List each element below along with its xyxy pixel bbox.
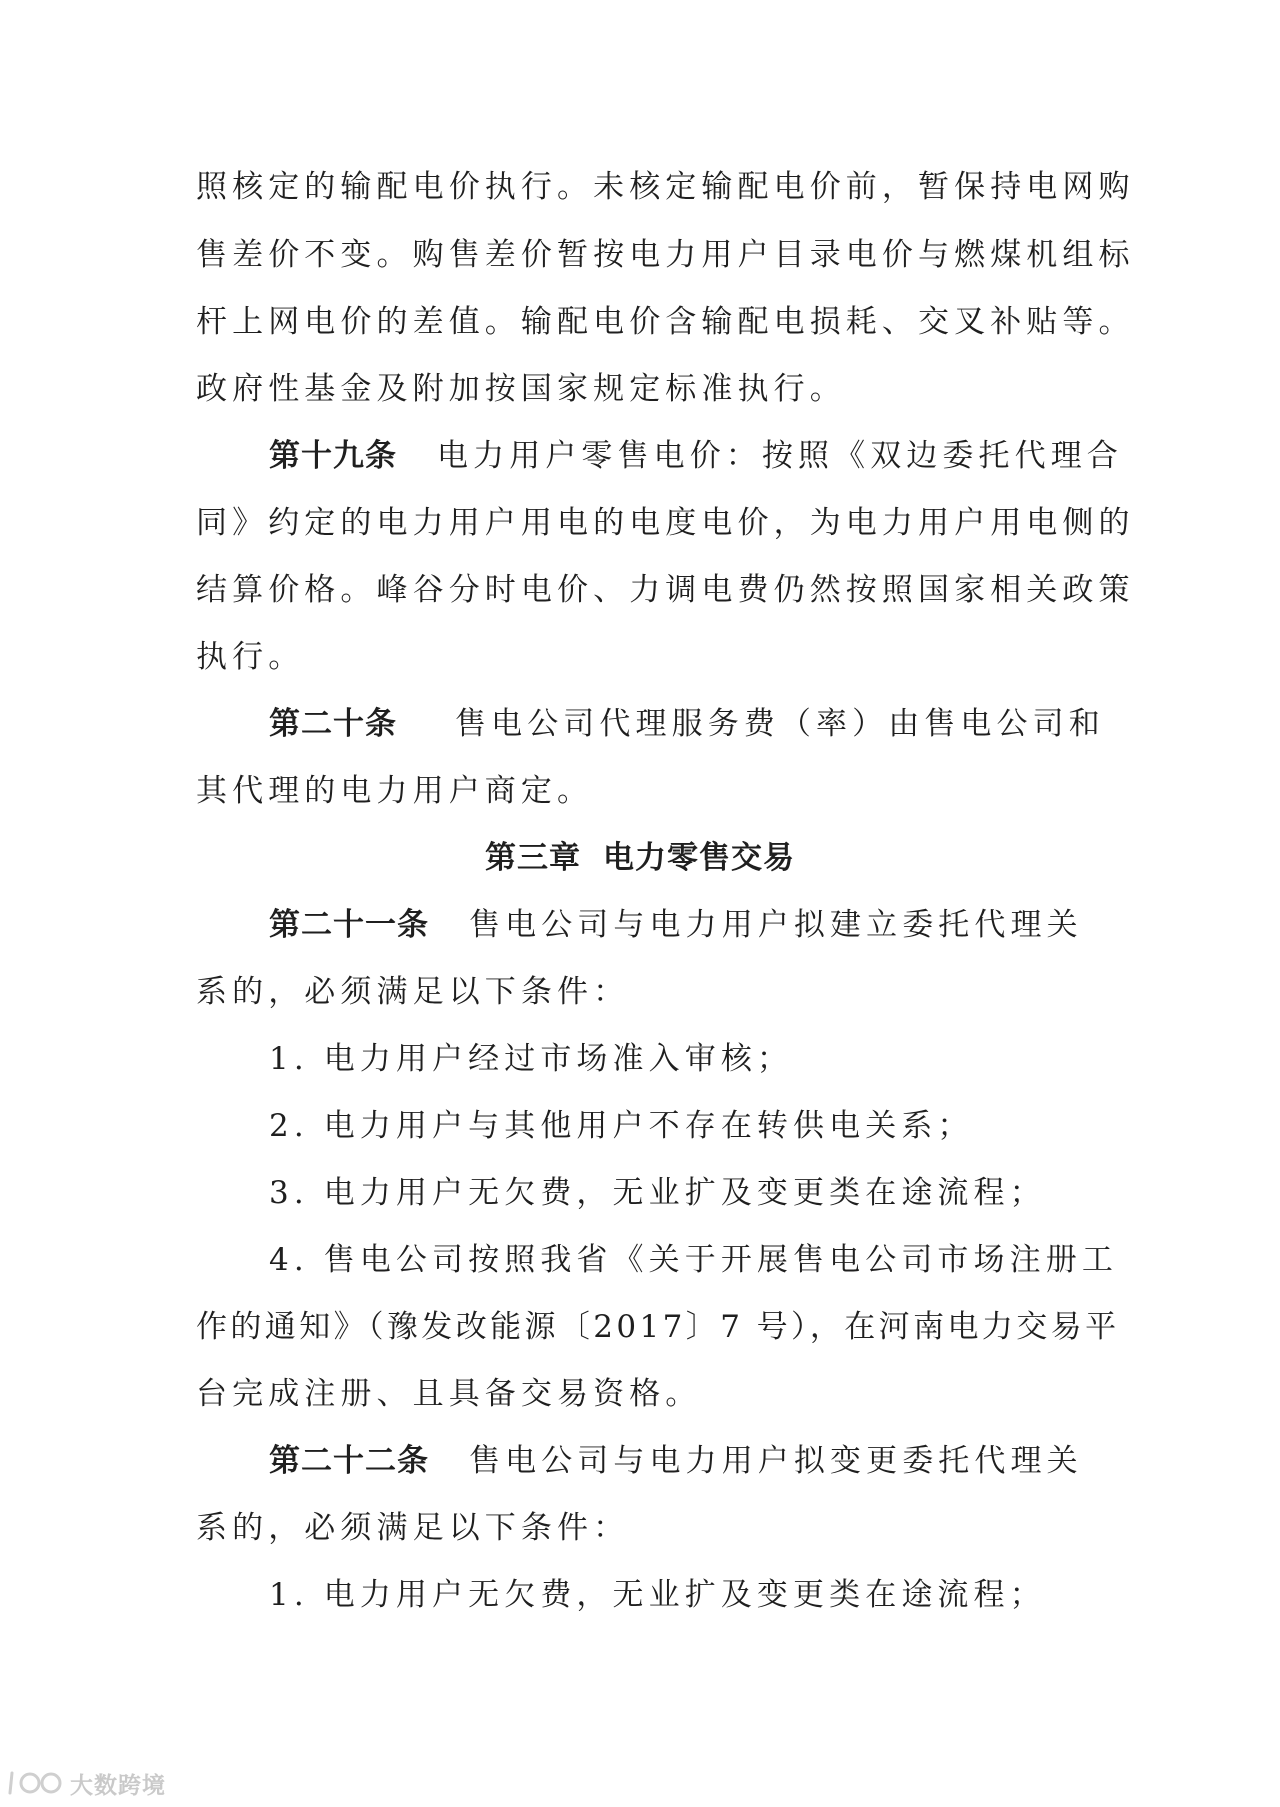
article-22-title: 第二十二条 bbox=[269, 1443, 429, 1479]
article-21-text: 售电公司与电力用户拟建立委托代理关 bbox=[469, 907, 1083, 943]
article-19-title: 第十九条 bbox=[269, 438, 397, 474]
paragraph-line: 杆上网电价的差值。输配电价含输配电损耗、交叉补贴等。 bbox=[196, 304, 1135, 340]
list-item-continuation: 台完成注册、且具备交易资格。 bbox=[196, 1376, 702, 1412]
list-item: 4. 售电公司按照我省《关于开展售电公司市场注册工 bbox=[269, 1242, 1118, 1278]
article-22-first-line bbox=[269, 1441, 1083, 1481]
list-item-continuation: 作的通知》（豫发改能源〔2017〕7 号），在河南电力交易平 bbox=[196, 1309, 1120, 1345]
list-item: 1. 电力用户经过市场准入审核； bbox=[269, 1041, 794, 1077]
article-22-line: 系的，必须满足以下条件： bbox=[196, 1510, 630, 1546]
article-22-text: 售电公司与电力用户拟变更委托代理关 bbox=[469, 1443, 1083, 1479]
paragraph-line: 政府性基金及附加按国家规定标准执行。 bbox=[196, 371, 846, 407]
paragraph-line: 售差价不变。购售差价暂按电力用户目录电价与燃煤机组标 bbox=[196, 237, 1135, 273]
chapter-heading bbox=[0, 838, 1280, 878]
article-21-line: 系的，必须满足以下条件： bbox=[196, 974, 630, 1010]
list-item: 2. 电力用户与其他用户不存在转供电关系； bbox=[269, 1108, 974, 1144]
list-item: 1. 电力用户无欠费，无业扩及变更类在途流程； bbox=[269, 1577, 1046, 1613]
watermark-text: 大数跨境 bbox=[70, 1772, 166, 1799]
article-20-text: 售电公司代理服务费（率）由售电公司和 bbox=[455, 706, 1105, 742]
watermark-logo-icon bbox=[6, 1768, 66, 1798]
watermark bbox=[6, 1766, 166, 1800]
article-21-first-line bbox=[269, 905, 1083, 945]
article-19-first-line bbox=[269, 436, 1123, 476]
article-20-first-line bbox=[269, 704, 1105, 744]
article-19-text: 电力用户零售电价：按照《双边委托代理合 bbox=[437, 438, 1123, 474]
chapter-title: 电力零售交易 bbox=[603, 840, 795, 876]
article-21-title: 第二十一条 bbox=[269, 907, 429, 943]
article-20-title: 第二十条 bbox=[269, 706, 397, 742]
article-19-line: 结算价格。峰谷分时电价、力调电费仍然按照国家相关政策 bbox=[196, 572, 1135, 608]
list-item: 3. 电力用户无欠费，无业扩及变更类在途流程； bbox=[269, 1175, 1046, 1211]
chapter-number: 第三章 bbox=[485, 840, 581, 876]
article-19-line: 同》约定的电力用户用电的电度电价，为电力用户用电侧的 bbox=[196, 505, 1135, 541]
article-19-line: 执行。 bbox=[196, 639, 305, 675]
paragraph-line: 照核定的输配电价执行。未核定输配电价前，暂保持电网购 bbox=[196, 169, 1135, 205]
article-20-line: 其代理的电力用户商定。 bbox=[196, 773, 594, 809]
